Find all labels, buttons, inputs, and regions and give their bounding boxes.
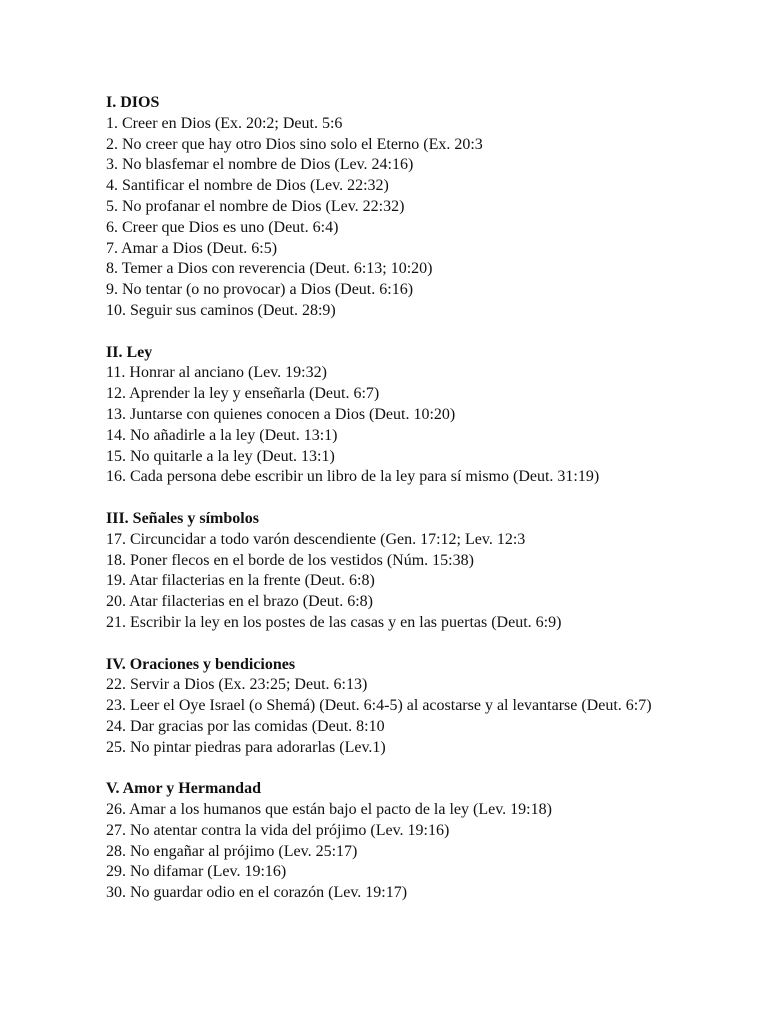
list-item: 9. No tentar (o no provocar) a Dios (Deut. 6:16) [106, 281, 414, 299]
list-item: 13. Juntarse con quienes conocen a Dios (Deut. 10:20) [106, 405, 456, 423]
list-item: 21. Escribir la ley en los postes de las casas y en las puertas (Deut. 6:9) [106, 613, 562, 631]
section-oraciones-bendiciones [106, 655, 661, 759]
list-item: 28. No engañar al prójimo (Lev. 25:17) [106, 842, 358, 860]
list-item: 4. Santificar el nombre de Dios (Lev. 22:32) [106, 177, 389, 195]
section-senales-simbolos [106, 509, 661, 634]
list-item: 19. Atar filacterias en la frente (Deut. 6:8) [106, 572, 375, 590]
list-item: 20. Atar filacterias en el brazo (Deut. 6:8) [106, 593, 373, 611]
list-item: 22. Servir a Dios (Ex. 23:25; Deut. 6:13) [106, 676, 368, 694]
list-item: 3. No blasfemar el nombre de Dios (Lev. 24:16) [106, 156, 414, 174]
list-item: 1. Creer en Dios (Ex. 20:2; Deut. 5:6 [106, 114, 343, 132]
list-item: 25. No pintar piedras para adorarlas (Lev.1) [106, 738, 386, 756]
section-title: IV. Oraciones y bendiciones [106, 655, 296, 673]
section-title: III. Señales y símbolos [106, 509, 259, 527]
section-dios [106, 93, 661, 322]
list-item: 7. Amar a Dios (Deut. 6:5) [106, 239, 278, 257]
list-item: 11. Honrar al anciano (Lev. 19:32) [106, 364, 327, 382]
list-item: 8. Temer a Dios con reverencia (Deut. 6:13; 10:20) [106, 260, 433, 278]
list-item: 18. Poner flecos en el borde de los vestidos (Núm. 15:38) [106, 551, 474, 569]
list-item: 5. No profanar el nombre de Dios (Lev. 22:32) [106, 197, 405, 215]
list-item: 29. No difamar (Lev. 19:16) [106, 863, 287, 881]
list-item: 16. Cada persona debe escribir un libro de la ley para sí mismo (Deut. 31:19) [106, 468, 600, 486]
list-item: 27. No atentar contra la vida del prójimo (Lev. 19:16) [106, 821, 450, 839]
section-ley [106, 343, 661, 489]
section-amor-hermandad [106, 779, 661, 904]
list-item: 2. No creer que hay otro Dios sino solo el Eterno (Ex. 20:3 [106, 135, 483, 153]
list-item: 10. Seguir sus caminos (Deut. 28:9) [106, 301, 336, 319]
list-item: 24. Dar gracias por las comidas (Deut. 8:10 [106, 717, 385, 735]
list-item: 15. No quitarle a la ley (Deut. 13:1) [106, 447, 335, 465]
section-title: II. Ley [106, 343, 153, 361]
section-title: V. Amor y Hermandad [106, 780, 261, 798]
list-item: 17. Circuncidar a todo varón descendiente (Gen. 17:12; Lev. 12:3 [106, 530, 526, 548]
section-title: I. DIOS [106, 94, 160, 111]
list-item: 30. No guardar odio en el corazón (Lev. 19:17) [106, 884, 408, 902]
list-item: 14. No añadirle a la ley (Deut. 13:1) [106, 426, 338, 444]
list-item: 12. Aprender la ley y enseñarla (Deut. 6:7) [106, 385, 380, 403]
list-item: 26. Amar a los humanos que están bajo el pacto de la ley (Lev. 19:18) [106, 801, 552, 819]
list-item: 23. Leer el Oye Israel (o Shemá) (Deut. 6:4-5) al acostarse y al levantarse (Deut. 6:7) [106, 697, 652, 715]
list-item: 6. Creer que Dios es uno (Deut. 6:4) [106, 218, 339, 236]
document-page [106, 93, 661, 925]
